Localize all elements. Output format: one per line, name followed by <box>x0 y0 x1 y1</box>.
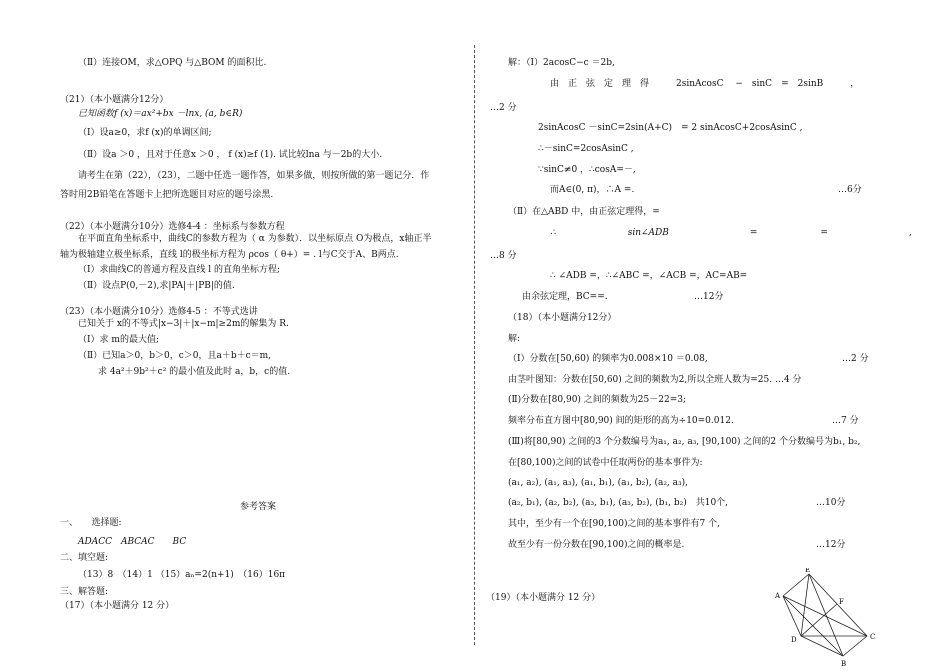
q19-heading: （19）（本小题满分 12 分） <box>486 593 601 603</box>
q17-score-2: …2 分 <box>490 103 517 113</box>
q18-histogram-height: 频率分布直方图中[80,90) 间的矩形的高为÷10=0.012. <box>508 416 734 426</box>
q22-text-1: 在平面直角坐标系中，曲线C的参数方程为（ α 为参数）．以坐标原点 O为极点，x轴正半 <box>78 234 432 244</box>
q17-step-3: ∵sinC≠0 ，∴cosA=－, <box>538 165 636 175</box>
q17-part2-step: ∴ sin∠ADB = = , <box>550 228 912 238</box>
q17-score-6: …6分 <box>838 185 862 195</box>
q22-text-2: 轴为极轴建立极坐标系，直线 l的极坐标方程为 ρcos（ θ+）= . l与C交于A、B两点. <box>60 250 399 260</box>
q18-part3: (Ⅲ)将[80,90) 之间的3 个分数编号为a₁, a₂, a₃, [90,100) 之间的2 个分数编号为b₁, b₂, <box>508 437 861 447</box>
choice-instruction-1: 请考生在第（22），（23），二题中任选一题作答，如果多做，则按所做的第一题记分．作 <box>78 171 430 181</box>
q17-part2: （Ⅱ）在△ABD 中，由正弦定理得，= <box>508 207 660 217</box>
q17-score-12: …12分 <box>694 292 724 302</box>
q17-heading: （17）（本小题满分 12 分） <box>60 601 175 611</box>
q23-heading: （23）（本小题满分10分）选修4-5 ：不等式选讲 <box>60 307 258 317</box>
choice-instruction-2: 答时用2B铅笔在答题卡上把所选题目对应的题号涂黑. <box>60 190 274 200</box>
figure-label-d: D <box>791 636 797 644</box>
q17-angles: ∴ ∠ADB =，∴∠ABC =，∠ACB =，AC=AB= <box>550 271 748 281</box>
geometry-figure <box>775 568 885 668</box>
q18-score-10: …10分 <box>816 498 846 508</box>
choice-answers: ADACC ABCAC BC <box>78 537 187 547</box>
q21-heading: （21）（本小题满分12分） <box>60 95 169 105</box>
q18-events-1: (a₁, a₂), (a₁, a₃), (a₁, b₁), (a₁, b₂), (a₂, a₃), <box>508 478 688 488</box>
q18-heading: （18）（本小题满分12分） <box>508 313 617 323</box>
q23-text: 已知关于 x的不等式|x−3|＋|x−m|≥2m的解集为 R. <box>78 319 289 329</box>
q18-part2: (Ⅱ)分数在[80,90) 之间的频数为25－22=3; <box>508 395 686 405</box>
q18-score-7: …7 分 <box>832 416 859 426</box>
q17-sine-rule: 由 正 弦 定 理 得 2sinAcosC − sinC = 2sinB ， <box>550 79 860 89</box>
q22-part2: （Ⅱ）设点P(0,－2),求|PA|＋|PB|的值. <box>78 281 235 291</box>
figure-label-b: B <box>841 660 847 668</box>
q23-part2: （Ⅱ）已知a＞0，b＞0，c＞0，且a＋b＋c＝m, <box>78 351 272 361</box>
q18-part1: （Ⅰ）分数在[50,60) 的频率为0.008×10 ＝0.08, <box>508 354 708 364</box>
q17-score-8: …8 分 <box>490 251 517 261</box>
q22-heading: （22）（本小题满分10分）选修4-4 ：坐标系与参数方程 <box>60 222 285 232</box>
left-column <box>0 0 472 671</box>
q18-score-12: …12分 <box>816 540 846 550</box>
q21-function: 已知函数f (x)＝ax²+bx －lnx, (a, b∈R) <box>78 109 243 119</box>
figure-label-f: F <box>839 598 844 606</box>
q18-total-count: 由茎叶图知：分数在[50,60) 之间的频数为2,所以全班人数为=25. …4 分 <box>508 375 802 385</box>
q18-favorable: 其中，至少有一个在[90,100)之间的基本事件有7 个, <box>508 519 720 529</box>
section-choice: 一、 选择题: <box>60 518 122 528</box>
q18-solution-label: 解: <box>508 334 521 344</box>
q23-part1: （Ⅰ）求 m的最大值; <box>78 335 159 345</box>
figure-label-e: E <box>805 568 811 574</box>
column-divider <box>474 45 475 645</box>
q17-step-4: 而A∈(0, π)，∴A =. <box>550 185 635 195</box>
figure-label-c: C <box>870 633 876 641</box>
section-fill: 二、填空题: <box>60 553 109 563</box>
q17-step-1: 2sinAcosC －sinC=2sin(A+C) = 2 sinAcosC+2cosAsinC , <box>538 123 803 133</box>
q22-part1: （Ⅰ）求曲线C的普通方程及直线 l 的直角坐标方程; <box>78 265 281 275</box>
answer-key-title: 参考答案 <box>240 502 277 512</box>
q18-probability: 故至少有一份分数在[90,100)之间的概率是. <box>508 540 685 550</box>
q20-part2: （Ⅱ）连接OM，求△OPQ 与△BOM 的面积比. <box>78 58 267 68</box>
q21-part2: （Ⅱ）设a ＞0 ，且对于任意x ＞0 ， f (x)≥f (1). 试比较lna 与－2b的大小. <box>78 150 383 160</box>
section-solve: 三、解答题: <box>60 587 109 597</box>
figure-label-a: A <box>775 592 781 600</box>
q17-cosine-rule: 由余弦定理，BC==. <box>522 292 608 302</box>
q21-part1: （Ⅰ）设a≥0，求f (x)的单调区间; <box>78 128 212 138</box>
fill-answers: （13）8 （14）1 （15）aₙ=2(n+1) （16）16π <box>78 570 286 580</box>
q18-events-intro: 在[80,100)之间的试卷中任取两份的基本事件为: <box>508 458 703 468</box>
q17-step-2: ∴－sinC=2cosAsinC , <box>538 144 634 154</box>
q18-events-2: (a₂, b₁), (a₂, b₂), (a₃, b₁), (a₃, b₂), (b₁, b₂) 共10个, <box>508 498 729 508</box>
q23-part2-cont: 求 4a²＋9b²＋c² 的最小值及此时 a，b，c的值. <box>98 367 291 377</box>
q17-solution-1: 解：（Ⅰ）2acosC−c ＝2b, <box>508 58 615 68</box>
q18-score-2: …2 分 <box>842 354 869 364</box>
